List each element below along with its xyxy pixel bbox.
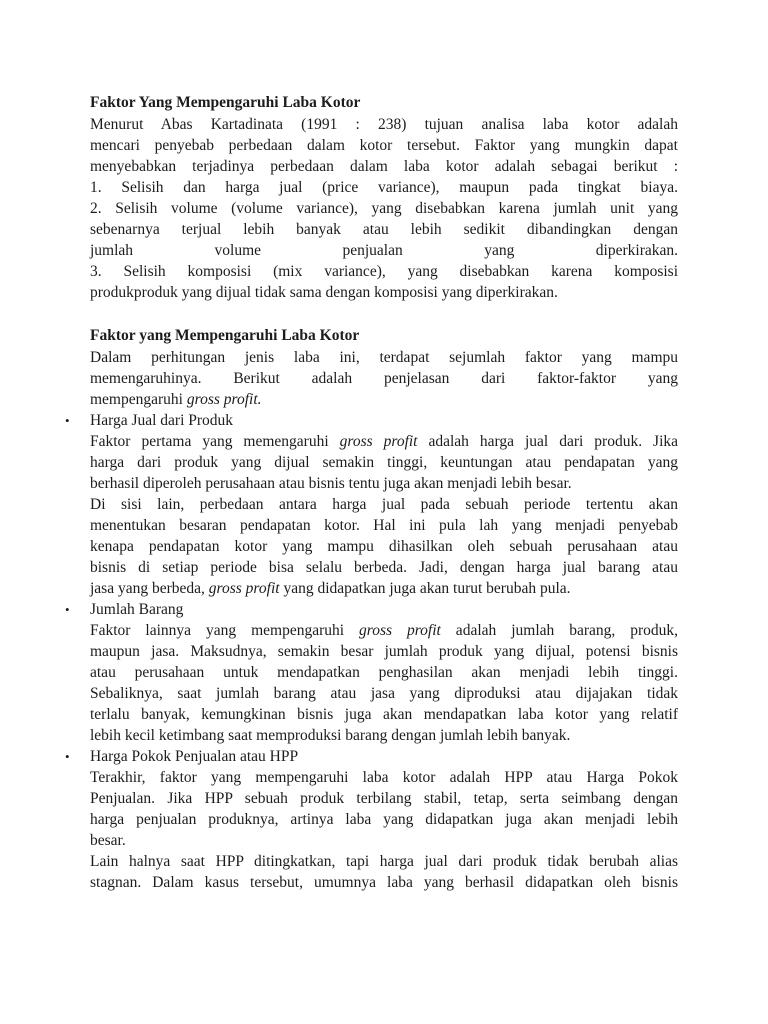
body-line: Faktor pertama yang memengaruhi gross profit adalah harga jual dari produk. Jika — [90, 433, 679, 450]
section1-line: jumlah volume penjualan yang diperkirakan. — [90, 242, 678, 259]
section1-line: Menurut Abas Kartadinata (1991 : 238) tujuan analisa laba kotor adalah — [90, 116, 678, 133]
section1-paragraph — [90, 114, 678, 303]
body-line: Penjualan. Jika HPP sebuah produk terbilang stabil, tetap, serta seimbang dengan — [90, 790, 678, 807]
section1-line: mencari penyebab perbedaan dalam kotor tersebut. Faktor yang mungkin dapat — [90, 137, 678, 154]
list-item-body — [90, 620, 678, 746]
body-line: Sebaliknya, saat jumlah barang atau jasa yang diproduksi atau dijajakan tidak — [90, 685, 678, 702]
body-line: Di sisi lain, perbedaan antara harga jual pada sebuah periode tertentu akan — [90, 496, 678, 513]
body-line: maupun jasa. Maksudnya, semakin besar jumlah produk yang dijual, potensi bisnis — [90, 643, 678, 660]
bullet-icon: • — [65, 413, 70, 428]
body-line: harga dari produk yang dijual semakin tinggi, keuntungan atau pendapatan yang — [90, 454, 678, 471]
body-line: jasa yang berbeda, gross profit yang didapatkan juga akan turut berubah pula. — [90, 580, 571, 597]
list-item-body — [90, 431, 678, 599]
document-page — [65, 92, 679, 893]
section2-heading: Faktor yang Mempengaruhi Laba Kotor — [90, 327, 360, 344]
intro-line: mempengaruhi gross profit. — [90, 391, 262, 408]
bullet-icon: • — [65, 602, 70, 617]
list-item — [65, 599, 678, 746]
body-line: Lain halnya saat HPP ditingkatkan, tapi harga jual dari produk tidak berubah alias — [90, 853, 678, 870]
body-line: kenapa pendapatan kotor yang mampu dihasilkan oleh sebuah perusahaan atau — [90, 538, 678, 555]
list-item-title: Harga Jual dari Produk — [90, 412, 234, 429]
body-line: bisnis di setiap periode bisa selalu berbeda. Jadi, dengan harga jual barang atau — [90, 559, 678, 576]
list-item — [65, 746, 678, 893]
section1-heading: Faktor Yang Mempengaruhi Laba Kotor — [90, 94, 361, 111]
section2-intro — [90, 347, 678, 410]
body-line: harga penjualan produknya, artinya laba yang didapatkan juga akan menjadi lebih — [90, 811, 678, 828]
list-item-title: Jumlah Barang — [90, 601, 184, 618]
body-line: berhasil diperoleh perusahaan atau bisnis tentu juga akan menjadi lebih besar. — [90, 475, 572, 492]
section1-line: menyebabkan terjadinya perbedaan dalam laba kotor adalah sebagai berikut : — [90, 158, 678, 175]
body-line: Faktor lainnya yang mempengaruhi gross profit adalah jumlah barang, produk, — [90, 622, 678, 639]
list-item-title: Harga Pokok Penjualan atau HPP — [90, 748, 299, 765]
section1-line: 1. Selisih dan harga jual (price variance), maupun pada tingkat biaya. — [90, 179, 678, 196]
body-line: atau perusahaan untuk mendapatkan penghasilan akan menjadi lebih tinggi. — [90, 664, 678, 681]
list-item — [65, 410, 679, 599]
body-line: stagnan. Dalam kasus tersebut, umumnya laba yang berhasil didapatkan oleh bisnis — [90, 874, 678, 891]
body-line: Terakhir, faktor yang mempengaruhi laba kotor adalah HPP atau Harga Pokok — [90, 769, 678, 786]
section1-line: produkproduk yang dijual tidak sama dengan komposisi yang diperkirakan. — [90, 284, 558, 301]
section1-line: sebenarnya terjual lebih banyak atau lebih sedikit dibandingkan dengan — [90, 221, 678, 238]
section1-line: 3. Selisih komposisi (mix variance), yang disebabkan karena komposisi — [90, 263, 678, 280]
body-line: lebih kecil ketimbang saat memproduksi barang dengan jumlah lebih banyak. — [90, 727, 571, 744]
section1-line: 2. Selisih volume (volume variance), yang disebabkan karena jumlah unit yang — [90, 200, 678, 217]
bullet-icon: • — [65, 749, 70, 764]
body-line: terlalu banyak, kemungkinan bisnis juga akan mendapatkan laba kotor yang relatif — [90, 706, 678, 723]
list-item-body — [90, 767, 678, 893]
body-line: menentukan besaran pendapatan kotor. Hal ini pula lah yang menjadi penyebab — [90, 517, 678, 534]
intro-line: Dalam perhitungan jenis laba ini, terdapat sejumlah faktor yang mampu — [90, 349, 678, 366]
intro-line: memengaruhinya. Berikut adalah penjelasan dari faktor-faktor yang — [90, 370, 678, 387]
body-line: besar. — [90, 832, 126, 849]
